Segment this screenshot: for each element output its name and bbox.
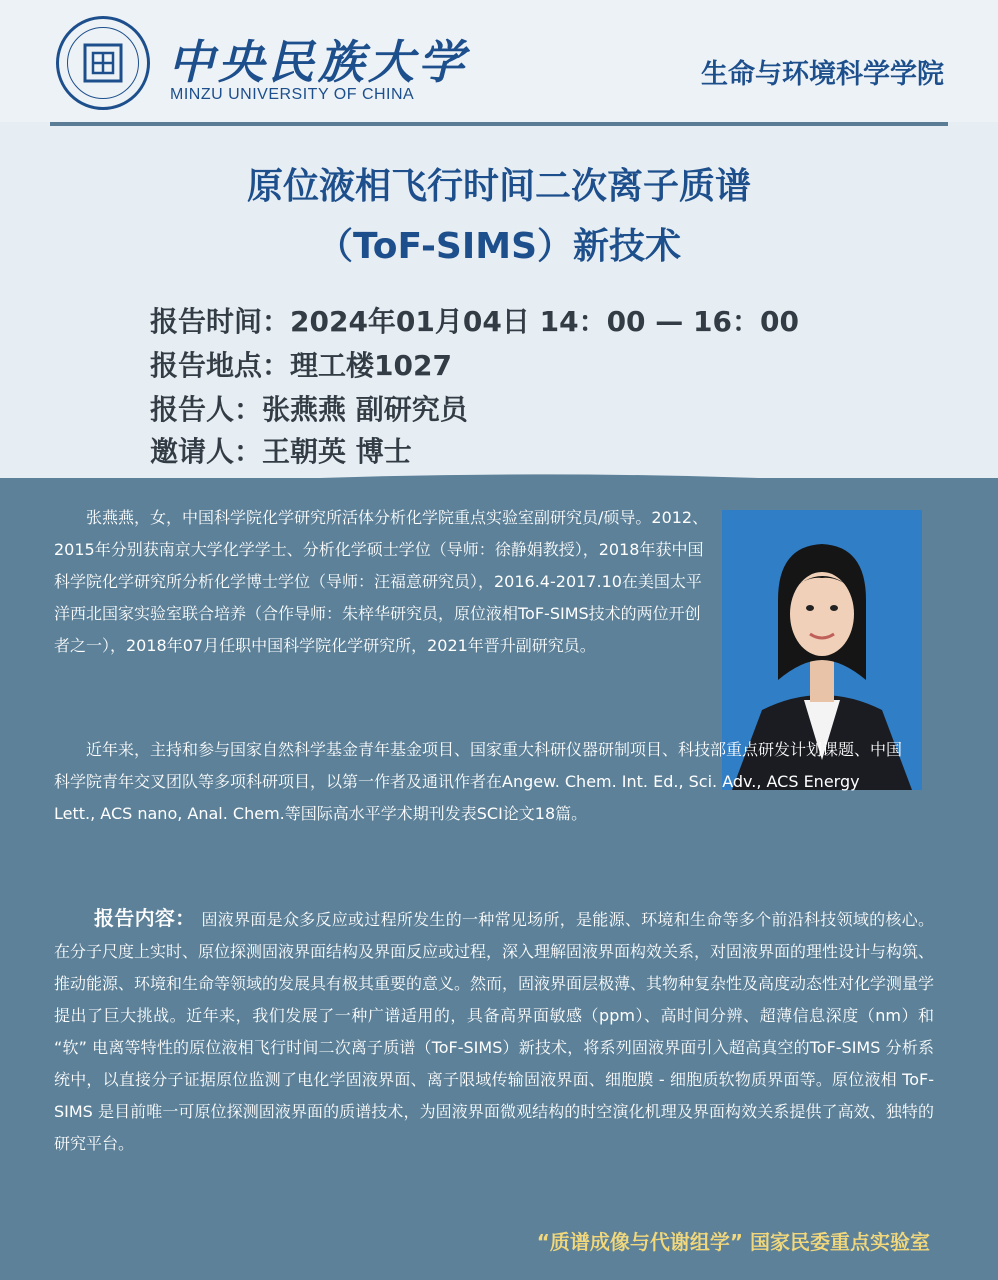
bio-paragraph-1: 张燕燕，女，中国科学院化学研究所活体分析化学院重点实验室副研究员/硕导。2012、2015年分别获南京大学化学学士、分析化学硕士学位（导师：徐静娟教授），2018年获中国科学院化学研究所分析化学博士学位（导师：汪福意研究员），2016.4-2017.10在美国太平洋西北国家实验室联合培养（合作导师：朱梓华研究员，原位液相ToF-SIMS技术的两位开创者之一），2018年07月任职中国科学院化学研究所，2021年晋升副研究员。 — [54, 508, 709, 655]
report-time: 报告时间：2024年01月04日 14：00 — 16：00 — [150, 305, 799, 338]
university-seal-logo — [56, 16, 150, 110]
report-content-label: 报告内容： — [94, 906, 196, 930]
report-inviter: 邀请人：王朝英 博士 — [150, 435, 412, 468]
bio-paragraph-2: 近年来，主持和参与国家自然科学基金青年基金项目、国家重大科研仪器研制项目、科技部重点研发计划课题、中国科学院青年交叉团队等多项科研项目，以第一作者及通讯作者在Angew. Chem. Int. Ed., Sci. Adv., ACS Energy Lett., ACS nano, Anal. Chem.等国际高水平学术期刊发表SCI论文18篇。 — [54, 740, 903, 823]
title-line-2: （ToF-SIMS）新技术 — [316, 226, 681, 267]
report-location: 报告地点：理工楼1027 — [150, 349, 452, 382]
college-name: 生命与环境科学学院 — [701, 59, 944, 90]
university-name-en: MINZU UNIVERSITY OF CHINA — [170, 86, 415, 103]
header — [0, 0, 998, 122]
report-speaker: 报告人：张燕燕 副研究员 — [150, 393, 468, 426]
report-content — [54, 902, 934, 1160]
university-emblem-icon — [81, 41, 125, 85]
lab-name: “质谱成像与代谢组学” 国家民委重点实验室 — [536, 1230, 930, 1254]
title-line-1: 原位液相飞行时间二次离子质谱 — [246, 166, 751, 207]
university-name-cn: 中央民族大学 — [168, 35, 468, 89]
report-content-text: 固液界面是众多反应或过程所发生的一种常见场所，是能源、环境和生命等多个前沿科技领域的核心。在分子尺度上实时、原位探测固液界面结构及界面反应或过程，深入理解固液界面构效关系，对固液界面的理性设计与构筑、推动能源、环境和生命等领域的发展具有极其重要的意义。然而，固液界面层极薄、其物种复杂性及高度动态性对化学测量学提出了巨大挑战。近年来，我们发展了一种广谱适用的，具备高界面敏感（ppm）、高时间分辨、超薄信息深度（nm）和 “软” 电离等特性的原位液相飞行时间二次离子质谱（ToF-SIMS）新技术，将系列固液界面引入超高真空的ToF-SIMS 分析系统中，以直接分子证据原位监测了电化学固液界面、离子限域传输固液界面、细胞膜 - 细胞质软物质界面等。原位液相 ToF-SIMS 是目前唯一可原位探测固液界面的质谱技术，为固液界面微观结构的时空演化机理及界面构效关系提供了高效、独特的研究平台。 — [54, 910, 935, 1153]
header-divider — [50, 122, 948, 126]
